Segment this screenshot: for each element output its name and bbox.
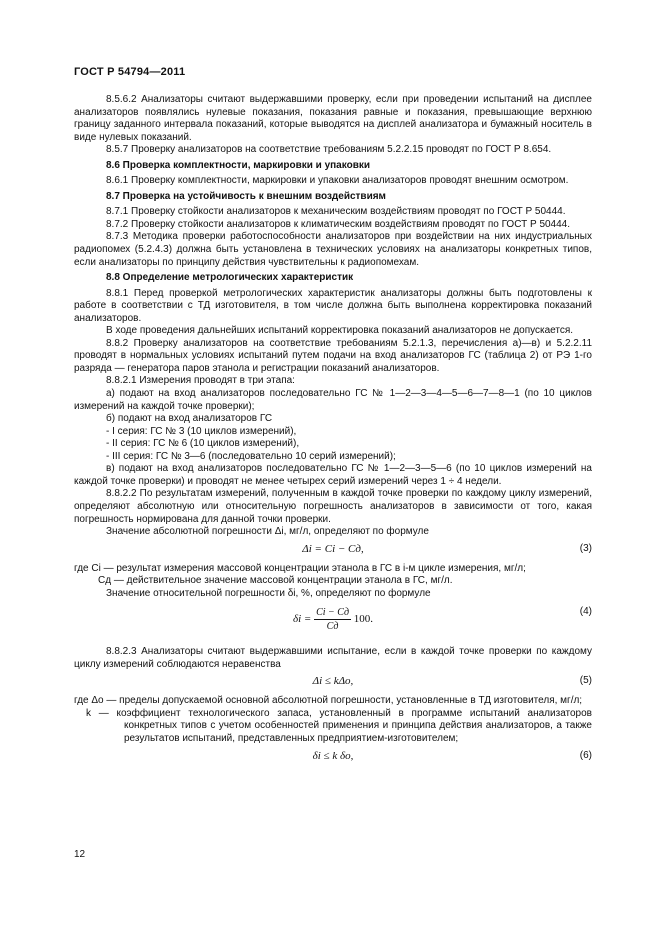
formula-expression: δi ≤ k δо, — [312, 749, 354, 762]
fraction-denominator: Cд — [326, 621, 339, 633]
formula-number: (3) — [579, 542, 592, 554]
paragraph: - II серия: ГС № 6 (10 циклов измерений), — [106, 438, 300, 450]
formula-lhs: δi = — [292, 613, 312, 626]
formula-5 — [74, 674, 592, 690]
paragraph: б) подают на вход анализаторов ГС — [106, 413, 273, 425]
paragraph: Значение абсолютной погрешности Δi, мг/л, определяют по формуле — [106, 526, 429, 538]
fraction-numerator: Ci − Cд — [316, 607, 350, 619]
section-heading: 8.6 Проверка комплектности, маркировки и упаковки — [106, 159, 371, 171]
section-heading: 8.8 Определение метрологических характеристик — [106, 272, 354, 284]
formula-3 — [74, 542, 592, 558]
paragraph: а) подают на вход анализаторов последовательно ГС № 1—2—3—4—5—6—7—8—1 (по 10 циклов измерений на каждой точке проверки); — [74, 388, 592, 412]
definition: где Ci — результат измерения массовой концентрации этанола в ГС в i-м цикле измерения, мг/л; — [74, 562, 526, 574]
paragraph: 8.5.7 Проверку анализаторов на соответствие требованиям 5.2.2.15 проводят по ГОСТ Р 8.654. — [106, 144, 552, 156]
definition: Cд — действительное значение массовой концентрации этанола в ГС, мг/л. — [98, 575, 453, 587]
definition: где Δо — пределы допускаемой основной абсолютной погрешности, установленные в ТД изготовителя, мг/л; — [74, 695, 583, 707]
paragraph: в) подают на вход анализаторов последовательно ГС № 1—2—3—5—6 (по 10 циклов измерений на каждой точке проверки) и проводят не менее четырех серий измерений через 1 ÷ 4 недели. — [74, 463, 592, 487]
paragraph: 8.8.2.1 Измерения проводят в три этапа: — [106, 375, 295, 387]
formula-expression: Δi ≤ kΔо, — [312, 675, 354, 688]
paragraph: 8.7.2 Проверку стойкости анализаторов к климатическим воздействиям проводят по ГОСТ Р 50444. — [106, 218, 571, 230]
formula-number: (5) — [579, 675, 592, 687]
paragraph: 8.8.2.2 По результатам измерений, полученным в каждой точке проверки по каждому циклу измерений, определяют абсолютную или относительную погрешность анализаторов в зависимости от того, какая погрешность нормирована для данной точки проверки. — [74, 488, 592, 525]
paragraph: 8.8.2.3 Анализаторы считают выдержавшими испытание, если в каждой точке проверки по каждому циклу измерений соблюдаются неравенства — [74, 646, 592, 670]
formula-4 — [74, 604, 592, 638]
paragraph: 8.8.1 Перед проверкой метрологических характеристик анализаторы должны быть подготовлены к работе в соответствии с ТД изготовителя, в том числе должна быть выполнена корректировка показаний анализаторов. — [74, 287, 592, 324]
document-body — [74, 94, 592, 770]
formula-expression: Δi = Ci − Cд, — [302, 542, 364, 555]
document-header: ГОСТ Р 54794—2011 — [74, 66, 186, 78]
paragraph: - I серия: ГС № 3 (10 циклов измерений), — [106, 425, 297, 437]
paragraph: Значение относительной погрешности δi, %, определяют по формуле — [106, 587, 431, 599]
formula-expression — [74, 606, 592, 633]
formula-number: (4) — [579, 606, 592, 618]
paragraph: 8.8.2 Проверку анализаторов на соответствие требованиям 5.2.1.3, перечисления а)—в) и 5.2.2.11 проводят в нормальных условиях испытаний путем подачи на вход анализаторов ГС (таблица 2) от РЭ 1-го разряда — генератора паров этанола и регистрации показаний анализаторов. — [74, 337, 592, 374]
formula-tail: 100. — [353, 613, 374, 626]
paragraph: 8.7.1 Проверку стойкости анализаторов к механическим воздействиям проводят по ГОСТ Р 50444. — [106, 206, 566, 218]
formula-6 — [74, 749, 592, 765]
paragraph: 8.7.3 Методика проверки работоспособности анализаторов при воздействии на них индустриальных радиопомех (5.2.4.3) должна быть установлена в технических условиях на анализаторы конкретных типов, если анализаторы по принципу действия чувствительны к радиопомехам. — [74, 231, 592, 268]
paragraph: 8.6.1 Проверку комплектности, маркировки и упаковки анализаторов проводят внешним осмотром. — [106, 175, 569, 187]
fraction — [314, 606, 351, 633]
definition: k — коэффициент технологического запаса, установленный в программе испытаний анализаторов конкретных типов с учетом особенностей применения и принципа действия анализаторов, а также результатов испытаний, представленных предприятием-изготовителем; — [86, 707, 592, 744]
formula-number: (6) — [579, 749, 592, 761]
paragraph: - III серия: ГС № 3—6 (последовательно 10 серий измерений); — [106, 450, 396, 462]
section-heading: 8.7 Проверка на устойчивость к внешним воздействиям — [106, 190, 386, 202]
page-number: 12 — [74, 849, 86, 860]
paragraph: 8.5.6.2 Анализаторы считают выдержавшими проверку, если при проведении испытаний на дисплее анализаторов появлялись нулевые показания, показания равные и показания, превышающие верхнюю границу заданного интервала показаний, которые выводятся на дисплей анализатора и бумажный носитель в виде нулевых показаний. — [74, 94, 592, 143]
paragraph: В ходе проведения дальнейших испытаний корректировка показаний анализаторов не допускается. — [106, 325, 574, 337]
